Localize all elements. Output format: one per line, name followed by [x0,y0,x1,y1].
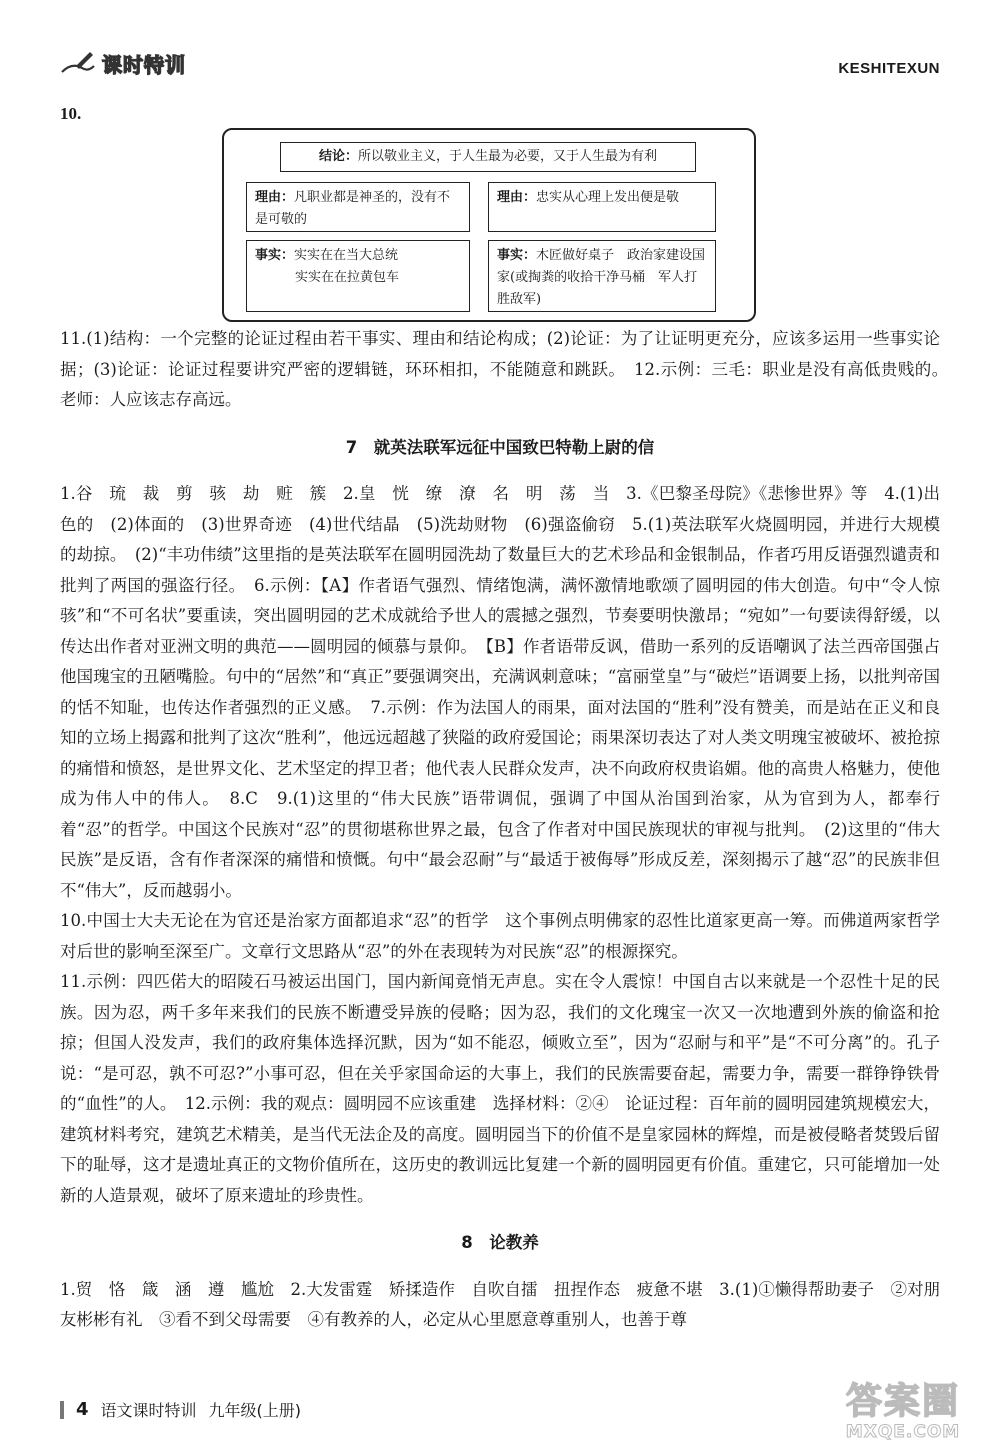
reason-label-1: 理由： [255,190,295,205]
section-8-title: 8 论教养 [461,1233,539,1252]
fact-box-2 [488,240,716,312]
reason-box-1 [246,182,470,232]
fact-1-line-2: 实实在在拉黄包车 [295,270,400,285]
reason-text-1: 凡职业都是神圣的，没有不是可敬的 [255,190,451,227]
conclusion-label: 结论： [318,149,358,164]
answer-paragraph: 1.贸 恪 箴 涵 遵 尴尬 2.大发雷霆 矫揉造作 自吹自擂 扭捏作态 疲惫不堪 3.(1)①懒得帮助妻子 ②对朋友彬彬有礼 ③看不到父母需要 ④有教养的人，必定从心里愿意尊重别人，也善于尊 [60,1279,940,1329]
argument-diagram [222,128,756,322]
logo-text: 课时特训 [102,52,186,77]
reason-label-2: 理由： [497,190,537,205]
footer-marker [60,1401,64,1419]
watermark-url: MXQE.COM [845,1422,961,1442]
fact-2-text: 木匠做好桌子 政治家建设国家(或掏粪的收拾干净马桶 军人打胜敌军) [497,248,706,307]
fact-label-2: 事实： [497,248,537,263]
watermark [828,1382,978,1442]
answer-content [60,324,957,1336]
grade-label: 九年级(上册) [208,1401,302,1420]
watermark-logo: 答案圈 [845,1381,960,1422]
conclusion-text: 所以敬业主义，于人生最为必要，又于人生最为有利 [358,149,658,164]
page-header [60,48,940,88]
book-title: 语文课时特训 [100,1401,197,1420]
fact-label-1: 事实： [255,248,295,263]
pen-swoosh-icon [60,48,96,78]
question-10-label: 10. [60,104,82,123]
fact-box-1 [246,240,470,312]
answer-paragraph: 11.(1)结构：一个完整的论证过程由若干事实、理由和结论构成；(2)论证：为了让证明更充分，应该多运用一些事实论据；(3)论证：论证过程要讲究严密的逻辑链，环环相扣，不能随意和跳跃。 12.示例：三毛：职业是没有高低贵贱的。 老师：人应该志存高远。 [60,329,957,409]
answer-paragraph: 1.谷 琉 裁 剪 骇 劫 赃 簇 2.皇 恍 缭 潦 名 明 荡 当 3.《巴黎圣母院》《悲惨世界》等 4.(1)出色的 (2)体面的 (3)世界奇迹 (4)世代结晶 (5)洗劫财物 (6)强盗偷窃 5.(1)英法联军火烧圆明园，并进行大规模的劫掠。 (2)“丰功伟绩”这里指的是英法联军在圆明园洗劫了数量巨大的艺术珍品和金银制品，作者巧用反语强烈谴责和批判了两国的强盗行径。 6.示例：【A】作者语气强烈、情绪饱满，满怀激情地歌颂了圆明园的伟大创造。句中“令人惊骇”和“不可名状”要重读，突出圆明园的艺术成就给予世人的震撼之强烈，节奏要明快激昂；“宛如”一句要读得舒缓，以传达出作者对亚洲文明的典范——圆明园的倾慕与景仰。 【B】作者语带反讽，借助一系列的反语嘲讽了法兰西帝国强占他国瑰宝的丑陋嘴脸。句中的“居然”和“真正”要强调突出，充满讽刺意味；“富丽堂皇”与“破烂”语调要上扬，以批判帝国的恬不知耻，也传达作者强烈的正义感。 7.示例：作为法国人的雨果，面对法国的“胜利”没有赞美，而是站在正义和良知的立场上揭露和批判了这次“胜利”，他远远超越了狭隘的政府爱国论；雨果深切表达了对人类文明瑰宝被破坏、被抢掠的痛惜和愤怒，是世界文化、艺术坚定的捍卫者；他代表人民群众发声，决不向政府权贵谄媚。他的高贵人格魅力，使他成为伟人中的伟人。 8.C 9.(1)这里的“伟大民族”语带调侃，强调了中国从治国到治家，从为官到为人，都奉行着“忍”的哲学。中国这个民族对“忍”的贯彻堪称世界之最，包含了作者对中国民族现状的审视与批判。 (2)这里的“伟大民族”是反语，含有作者深深的痛惜和愤慨。句中“最会忍耐”与“最适于被侮辱”形成反差，深刻揭示了越“忍”的民族非但不“伟大”，反而越弱小。 [60,484,940,900]
answer-paragraph: 10.中国士大夫无论在为官还是治家方面都追求“忍”的哲学 这个事例点明佛家的忍性比道家更高一筹。而佛道两家哲学对后世的影响至深至广。文章行文思路从“忍”的外在表现转为对民族“忍”的根源探究。 [60,911,940,961]
logo [60,48,186,78]
conclusion-box [280,142,696,172]
reason-box-2 [488,182,716,232]
page-footer [60,1398,301,1421]
fact-1-line-1: 实实在在当大总统 [294,248,399,263]
section-7-title: 7 就英法联军远征中国致巴特勒上尉的信 [345,437,655,457]
page-number: 4 [76,1399,89,1420]
reason-text-2: 忠实从心理上发出便是敬 [536,190,680,205]
answer-paragraph: 11.示例：四匹偌大的昭陵石马被运出国门，国内新闻竟悄无声息。实在令人震惊！中国自古以来就是一个忍性十足的民族。因为忍，两千多年来我们的民族不断遭受异族的侵略；因为忍，我们的文化瑰宝一次又一次地遭到外族的偷盗和抢掠；但国人没发声，我们的政府集体选择沉默，因为“如不能忍，倾败立至”，因为“忍耐与和平”是“不可分离”的。孔子说：“是可忍，孰不可忍?”小事可忍，但在关乎家国命运的大事上，我们的民族需要奋起，需要力争，需要一群铮铮铁骨的“血性”的人。 12.示例：我的观点：圆明园不应该重建 选择材料：②④ 论证过程：百年前的圆明园建筑规模宏大，建筑材料考究，建筑艺术精美，是当代无法企及的高度。圆明园当下的价值不是皇家园林的辉煌，而是被侵略者焚毁后留下的耻辱，这才是遗址真正的文物价值所在，这历史的教训远比复建一个新的圆明园更有价值。重建它，只可能增加一处新的人造景观，破坏了原来遗址的珍贵性。 [60,972,940,1205]
brand-name: KESHITEXUN [838,60,940,77]
